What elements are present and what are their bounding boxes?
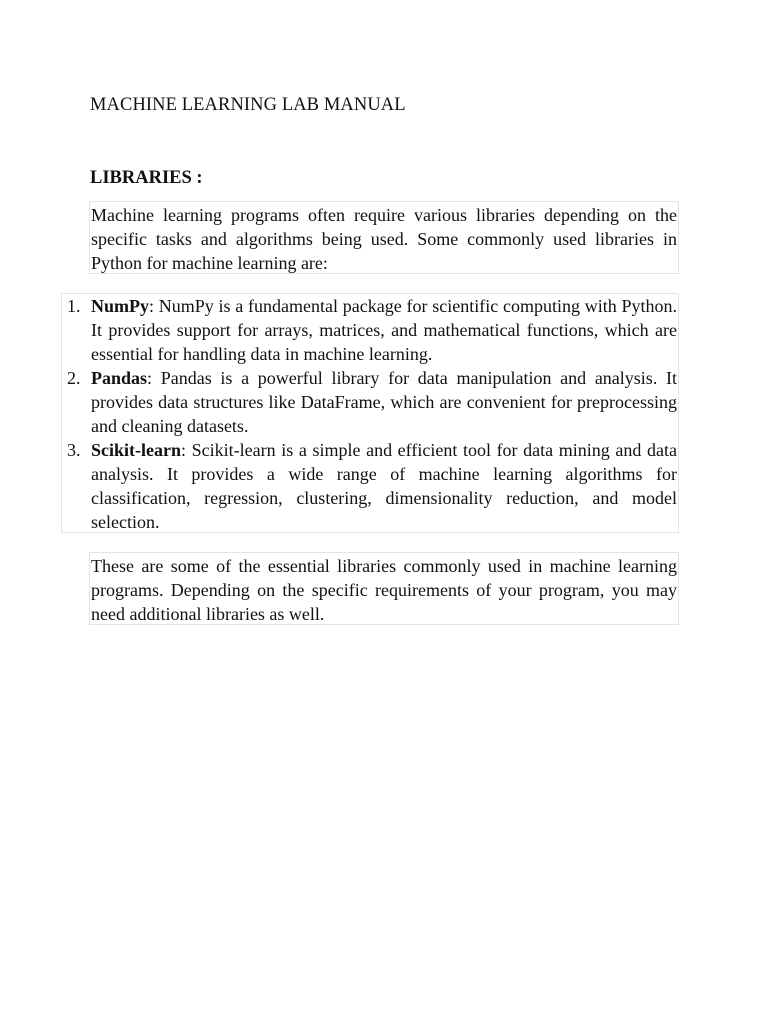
- list-item-number: 3.: [67, 440, 81, 460]
- closing-paragraph: These are some of the essential libraries commonly used in machine learning programs. Depending on the specific requirements of your program, you may need additional libraries as well.: [89, 552, 679, 625]
- library-list: [61, 293, 679, 533]
- library-name: Scikit-learn: [91, 440, 181, 460]
- intro-paragraph: Machine learning programs often require various libraries depending on the specific tasks and algorithms being used. Some commonly used libraries in Python for machine learning are:: [89, 201, 679, 274]
- document-title: MACHINE LEARNING LAB MANUAL: [90, 95, 406, 115]
- list-item: [67, 366, 677, 438]
- library-description: : Scikit-learn is a simple and efficient tool for data mining and data analysis. It provides a wide range of machine learning algorithms for classification, regression, clustering, dimensionality reduction, and model selection.: [91, 440, 677, 532]
- library-description: : NumPy is a fundamental package for scientific computing with Python. It provides support for arrays, matrices, and mathematical functions, which are essential for handling data in machine learning.: [91, 296, 677, 364]
- library-name: NumPy: [91, 296, 149, 316]
- library-name: Pandas: [91, 368, 148, 388]
- list-item: [67, 438, 677, 534]
- library-description: : Pandas is a powerful library for data manipulation and analysis. It provides data structures like DataFrame, which are convenient for preprocessing and cleaning datasets.: [91, 368, 677, 436]
- list-item-number: 1.: [67, 296, 81, 316]
- list-item: [67, 294, 677, 366]
- section-heading: LIBRARIES :: [90, 168, 203, 188]
- list-item-number: 2.: [67, 368, 81, 388]
